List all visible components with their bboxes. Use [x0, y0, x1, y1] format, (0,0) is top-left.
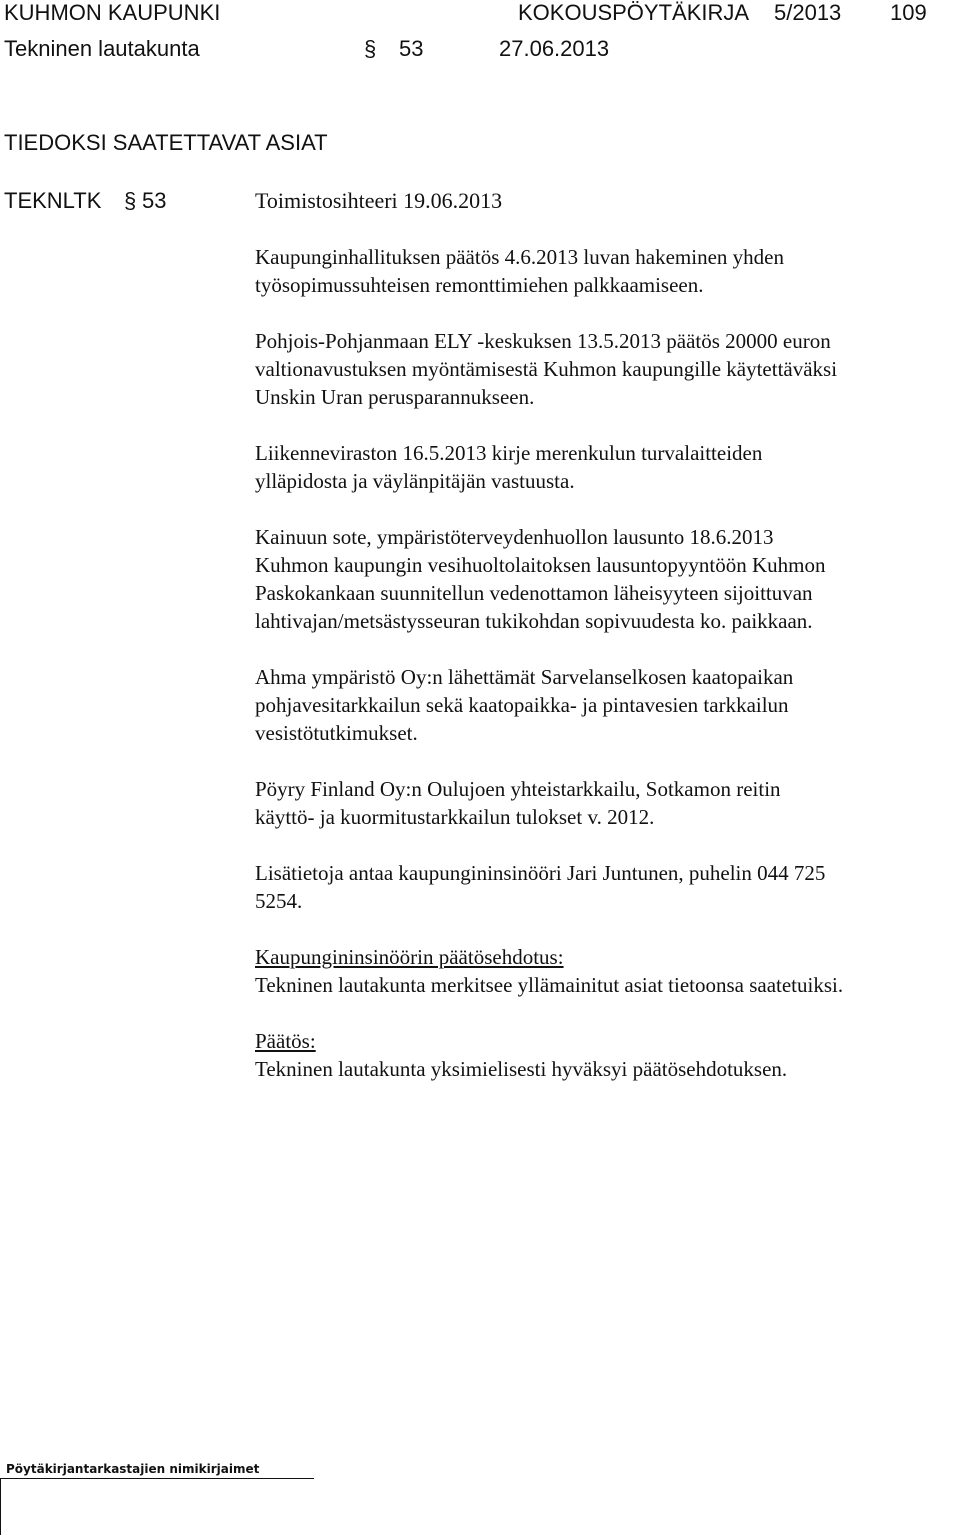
info-item-2	[255, 327, 945, 411]
case-symbol: §	[124, 188, 137, 213]
info-item-line: Kainuun sote, ympäristöterveydenhuollon lausunto 18.6.2013	[255, 525, 774, 549]
info-item-4	[255, 523, 945, 635]
info-item-line: Kaupunginhallituksen päätös 4.6.2013 luvan hakeminen yhden	[255, 245, 784, 269]
info-item-line: Pöyry Finland Oy:n Oulujoen yhteistarkkailu, Sotkamon reitin	[255, 777, 781, 801]
contact-info	[255, 859, 945, 915]
decision-block	[255, 1027, 945, 1083]
section-number: 53	[399, 36, 424, 61]
info-item-line: ylläpidosta ja väylänpitäjän vastuusta.	[255, 469, 575, 493]
meeting-date: 27.06.2013	[499, 36, 610, 61]
info-item-line: Unskin Uran perusparannukseen.	[255, 385, 535, 409]
info-item-line: valtionavustuksen myöntämisestä Kuhmon kaupungille käytettäväksi	[255, 357, 838, 381]
section-symbol: §	[364, 36, 377, 61]
signatures-label: Pöytäkirjantarkastajien nimikirjaimet	[6, 1462, 260, 1476]
info-item-5	[255, 663, 945, 747]
contact-info-line: 5254.	[255, 889, 303, 913]
proposal-heading: Kaupungininsinöörin päätösehdotus:	[255, 945, 564, 969]
org-name: KUHMON KAUPUNKI	[4, 0, 221, 25]
doc-type: KOKOUSPÖYTÄKIRJA	[518, 0, 750, 25]
board-name: Tekninen lautakunta	[4, 36, 200, 61]
signature-box-edge	[0, 1478, 1, 1535]
info-item-line: lahtivajan/metsästysseuran tukikohdan sopivuudesta ko. paikkaan.	[255, 609, 813, 633]
info-item-line: työsopimussuhteisen remonttimiehen palkkaamiseen.	[255, 273, 704, 297]
info-item-6	[255, 775, 945, 831]
signature-rule	[0, 1478, 314, 1479]
page-number: 109	[890, 0, 927, 25]
info-item-line: Kuhmon kaupungin vesihuoltolaitoksen lausuntopyyntöön Kuhmon	[255, 553, 826, 577]
case-number: 53	[142, 188, 167, 213]
decision-text: Tekninen lautakunta yksimielisesti hyväksyi päätösehdotuksen.	[255, 1057, 788, 1081]
proposal-text: Tekninen lautakunta merkitsee yllämainitut asiat tietoonsa saatetuiksi.	[255, 973, 844, 997]
page-title: TIEDOKSI SAATETTAVAT ASIAT	[4, 130, 328, 155]
proposal-block	[255, 943, 945, 999]
case-code: TEKNLTK	[4, 188, 102, 213]
info-item-line: Liikenneviraston 16.5.2013 kirje merenkulun turvalaitteiden	[255, 441, 763, 465]
info-item-line: Paskokankaan suunnitellun vedenottamon läheisyyteen sijoittuvan	[255, 581, 813, 605]
info-item-line: Ahma ympäristö Oy:n lähettämät Sarvelanselkosen kaatopaikan	[255, 665, 794, 689]
info-item-line: vesistötutkimukset.	[255, 721, 418, 745]
info-item-line: Pohjois-Pohjanmaan ELY -keskuksen 13.5.2013 päätös 20000 euron	[255, 329, 831, 353]
info-item-line: käyttö- ja kuormitustarkkailun tulokset v. 2012.	[255, 805, 655, 829]
decision-heading: Päätös:	[255, 1029, 316, 1053]
case-preparer: Toimistosihteeri 19.06.2013	[255, 188, 503, 213]
meeting-number: 5/2013	[774, 0, 842, 25]
info-item-3	[255, 439, 945, 495]
info-item-line: pohjavesitarkkailun sekä kaatopaikka- ja pintavesien tarkkailun	[255, 693, 789, 717]
info-item-1	[255, 243, 945, 299]
contact-info-line: Lisätietoja antaa kaupungininsinööri Jari Juntunen, puhelin 044 725	[255, 861, 826, 885]
